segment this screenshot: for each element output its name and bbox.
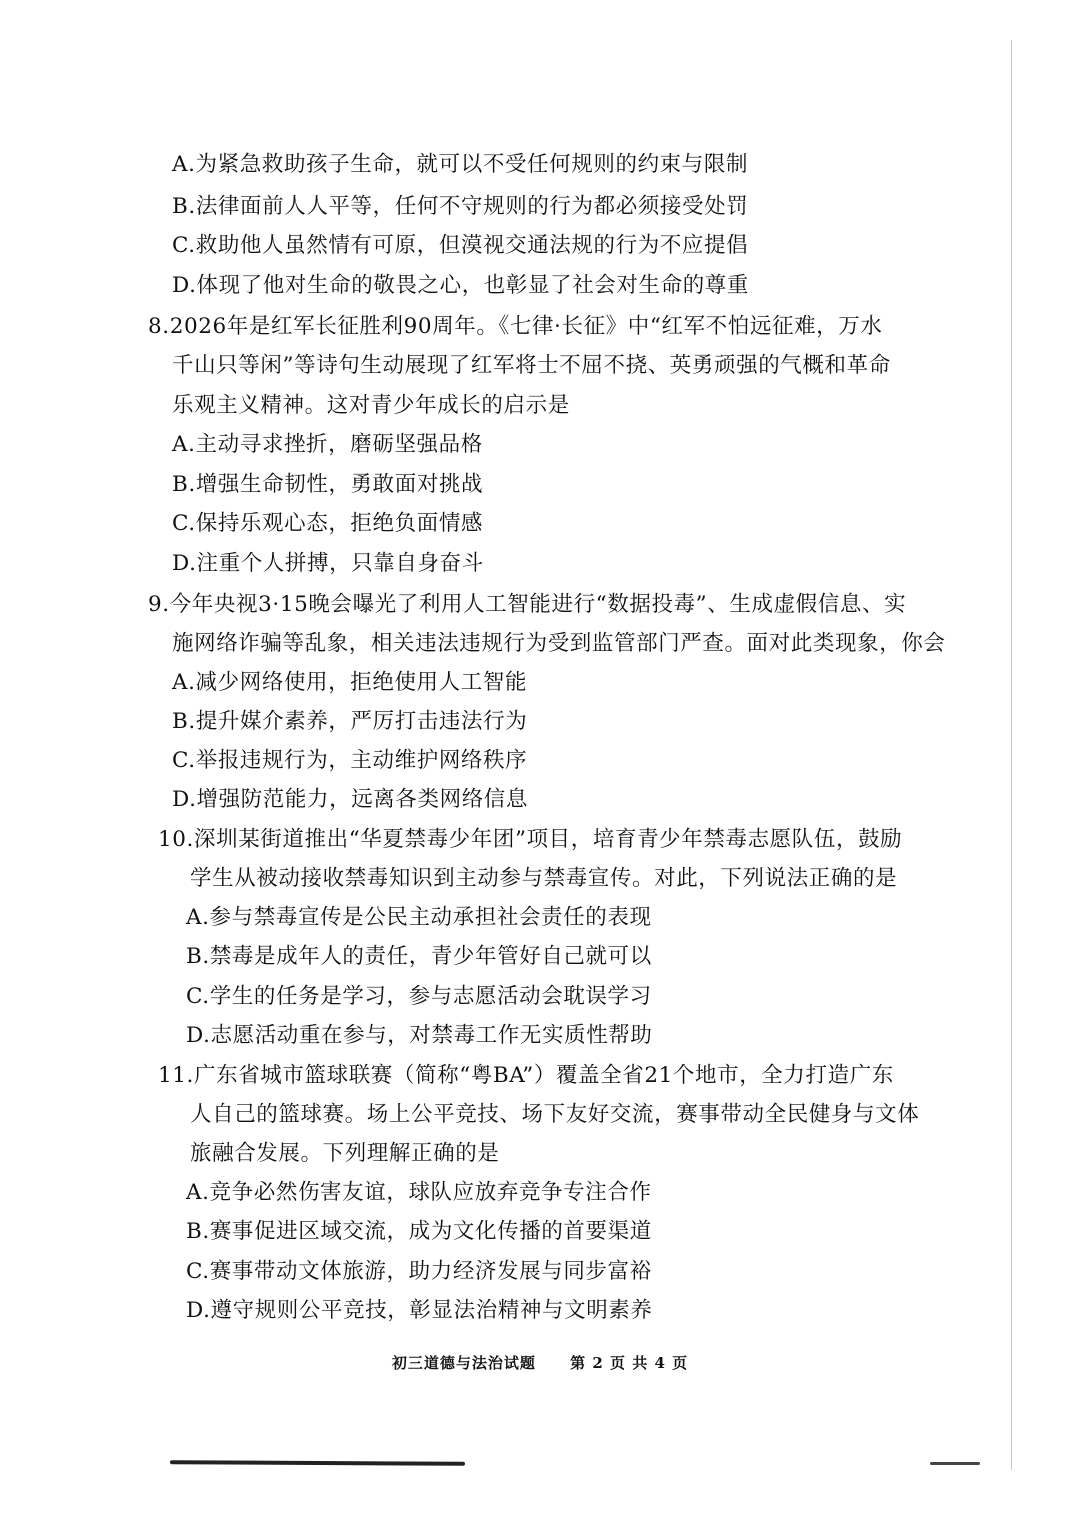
q7-option-d: D.体现了他对生命的敬畏之心，也彰显了社会对生命的尊重: [172, 273, 750, 298]
q10-option-c: C.学生的任务是学习，参与志愿活动会耽误学习: [186, 984, 652, 1009]
q8-stem-line-2: 千山只等闲”等诗句生动展现了红军将士不屈不挠、英勇顽强的气概和革命: [172, 353, 891, 378]
q10-option-d: D.志愿活动重在参与，对禁毒工作无实质性帮助: [186, 1023, 653, 1048]
q11-option-a: A.竞争必然伤害友谊，球队应放弃竞争专注合作: [186, 1180, 652, 1205]
q9-option-d: D.增强防范能力，远离各类网络信息: [172, 787, 529, 812]
q8-option-d: D.注重个人拼搏，只靠自身奋斗: [172, 551, 484, 576]
q9-option-c: C.举报违规行为，主动维护网络秩序: [172, 748, 528, 773]
q11-stem-line-2: 人自己的篮球赛。场上公平竞技、场下友好交流，赛事带动全民健身与文体: [190, 1102, 920, 1127]
q8-stem-line-1: 8.2026年是红军长征胜利90周年。《七律·长征》中“红军不怕远征难，万水: [148, 314, 883, 339]
q8-option-c: C.保持乐观心态，拒绝负面情感: [172, 511, 484, 536]
q11-option-b: B.赛事促进区域交流，成为文化传播的首要渠道: [186, 1219, 652, 1244]
q9-stem-line-2: 施网络诈骗等乱象，相关违法违规行为受到监管部门严查。面对此类现象，你会: [172, 631, 946, 656]
q10-stem-line-1: 10.深圳某街道推出“华夏禁毒少年团”项目，培育青少年禁毒志愿队伍，鼓励: [158, 827, 903, 852]
q10-stem-line-2: 学生从被动接收禁毒知识到主动参与禁毒宣传。对此，下列说法正确的是: [190, 866, 898, 891]
q11-option-d: D.遵守规则公平竞技，彰显法治精神与文明素养: [186, 1298, 653, 1323]
q7-option-b: B.法律面前人人平等，任何不守规则的行为都必须接受处罚: [172, 194, 749, 219]
q11-stem-line-3: 旅融合发展。下列理解正确的是: [190, 1141, 500, 1166]
q8-option-b: B.增强生命韧性，勇敢面对挑战: [172, 472, 484, 497]
scan-edge-line: [1011, 40, 1012, 1470]
q7-option-c: C.救助他人虽然情有可原，但漠视交通法规的行为不应提倡: [172, 233, 749, 258]
footer-page-number: 第 2 页 共 4 页: [570, 1354, 689, 1372]
q8-option-a: A.主动寻求挫折，磨砺坚强品格: [172, 432, 483, 457]
page-footer: [0, 1352, 1080, 1373]
q7-option-a: A.为紧急救助孩子生命，就可以不受任何规则的约束与限制: [172, 152, 749, 177]
q8-stem-line-3: 乐观主义精神。这对青少年成长的启示是: [172, 393, 570, 418]
scan-artifact-mark: [930, 1462, 980, 1465]
q9-stem-line-1: 9.今年央视3·15晚会曝光了利用人工智能进行“数据投毒”、生成虚假信息、实: [148, 592, 907, 617]
q11-option-c: C.赛事带动文体旅游，助力经济发展与同步富裕: [186, 1259, 652, 1284]
footer-subject: 初三道德与法治试题: [391, 1354, 536, 1372]
q10-option-a: A.参与禁毒宣传是公民主动承担社会责任的表现: [186, 905, 652, 930]
q11-stem-line-1: 11.广东省城市篮球联赛（简称“粤BA”）覆盖全省21个地市，全力打造广东: [158, 1063, 894, 1088]
q10-option-b: B.禁毒是成年人的责任，青少年管好自己就可以: [186, 944, 652, 969]
q9-option-a: A.减少网络使用，拒绝使用人工智能: [172, 670, 528, 695]
scan-artifact-bar: [170, 1460, 465, 1466]
q9-option-b: B.提升媒介素养，严厉打击违法行为: [172, 709, 528, 734]
